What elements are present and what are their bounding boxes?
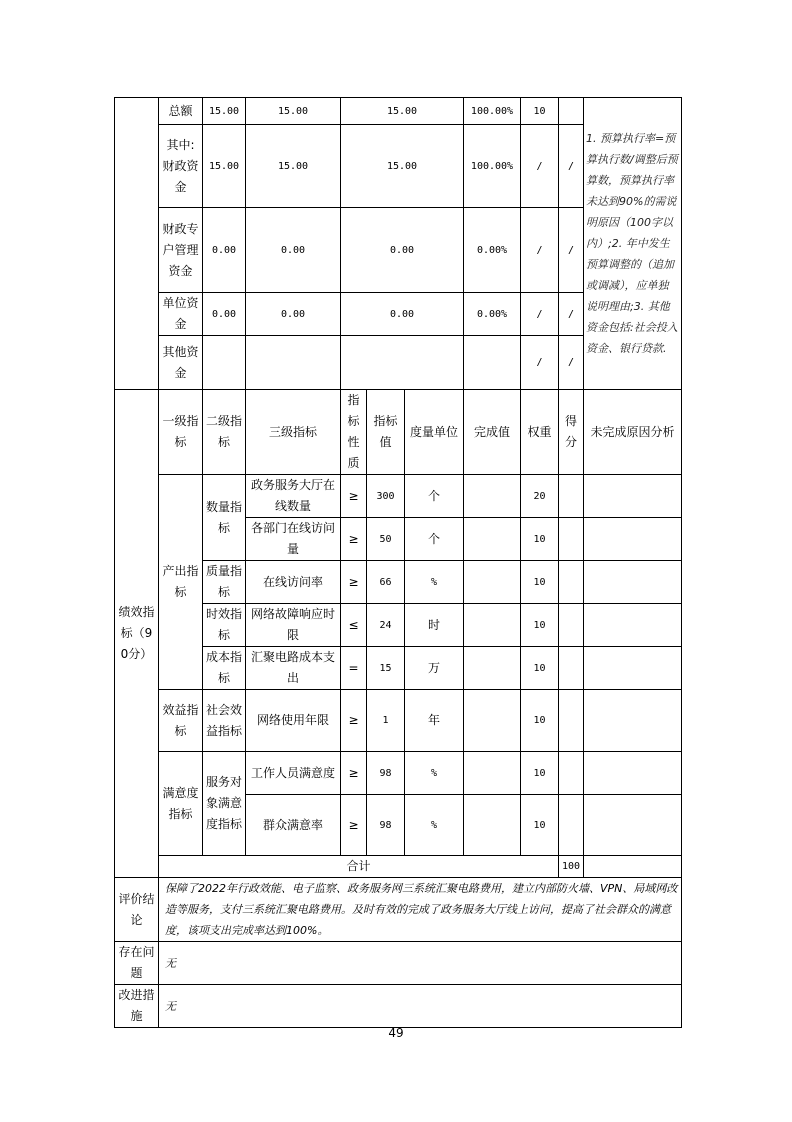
indicator-score [559,561,584,604]
cell: 100.00% [464,125,521,208]
indicator-value: 1 [367,690,405,752]
cell: 0.00% [464,208,521,293]
indicator-op: ≥ [341,752,367,795]
indicator-weight: 10 [521,647,559,690]
indicator-name: 政务服务大厅在线数量 [246,475,341,518]
budget-note: 1. 预算执行率=预算执行数/调整后预算数，预算执行率未达到90%的需说明原因（100字以内）;2. 年中发生预算调整的（追加或调减），应单独说明理由;3. 其他资金包括:社会投入资金、银行贷款. [584,98,682,390]
indicator-value: 24 [367,604,405,647]
level1-label: 产出指标 [159,475,203,690]
section-label: 绩效指标（90分） [115,390,159,878]
level2-label: 社会效益指标 [203,690,246,752]
row-label: 其他资金 [159,336,203,390]
indicator-score [559,475,584,518]
indicator-reason [584,475,682,518]
indicator-score [559,690,584,752]
level1-label: 效益指标 [159,690,203,752]
cell: 15.00 [203,98,246,125]
table-row [115,752,682,795]
cell: 0.00 [203,208,246,293]
total-label: 合计 [159,856,559,878]
indicator-name: 各部门在线访问量 [246,518,341,561]
indicator-weight: 10 [521,752,559,795]
indicator-score [559,647,584,690]
cell [341,336,464,390]
cell: / [521,336,559,390]
budget-row [115,98,682,125]
level2-label: 时效指标 [203,604,246,647]
indicator-done [464,690,521,752]
cell: / [521,125,559,208]
indicator-done [464,561,521,604]
indicator-op: ≥ [341,690,367,752]
indicator-done [464,604,521,647]
indicator-weight: 10 [521,795,559,856]
row-label: 财政专户管理资金 [159,208,203,293]
indicator-weight: 10 [521,561,559,604]
indicator-score [559,518,584,561]
indicator-op: ≥ [341,518,367,561]
indicator-unit: % [405,795,464,856]
perf-header-row [115,390,682,475]
cell: 10 [521,98,559,125]
cell: 0.00 [341,293,464,336]
column-header: 指标值 [367,390,405,475]
table-row [115,690,682,752]
indicator-reason [584,604,682,647]
measures-row [115,985,682,1028]
total-score [584,856,682,878]
indicator-value: 98 [367,795,405,856]
problems-text: 无 [159,942,682,985]
indicator-done [464,795,521,856]
column-header: 权重 [521,390,559,475]
indicator-unit: % [405,561,464,604]
cell: / [559,208,584,293]
level2-label: 数量指标 [203,475,246,561]
conclusion-text: 保障了2022年行政效能、电子监察、政务服务网三系统汇聚电路费用，建立内部防火墙、VPN、局域网改造等服务，支付三系统汇聚电路费用。及时有效的完成了政务服务大厅线上访问，提高了社会群众的满意度，该项支出完成率达到100%。 [159,878,682,942]
indicator-reason [584,690,682,752]
measures-text: 无 [159,985,682,1028]
cell: 15.00 [246,125,341,208]
performance-table [114,97,682,1028]
indicator-op: ≤ [341,604,367,647]
indicator-done [464,752,521,795]
column-header: 指标性质 [341,390,367,475]
indicator-weight: 10 [521,690,559,752]
measures-label: 改进措施 [115,985,159,1028]
total-row [115,856,682,878]
row-label: 总额 [159,98,203,125]
level1-label: 满意度指标 [159,752,203,856]
indicator-value: 300 [367,475,405,518]
indicator-op: = [341,647,367,690]
indicator-reason [584,518,682,561]
indicator-weight: 10 [521,604,559,647]
cell: 15.00 [341,98,464,125]
indicator-name: 群众满意率 [246,795,341,856]
cell [246,336,341,390]
indicator-done [464,647,521,690]
row-label: 单位资金 [159,293,203,336]
indicator-value: 50 [367,518,405,561]
indicator-score [559,795,584,856]
row-label: 其中:财政资金 [159,125,203,208]
level2-label: 质量指标 [203,561,246,604]
cell: 100.00% [464,98,521,125]
column-header: 二级指标 [203,390,246,475]
cell: 0.00 [246,293,341,336]
indicator-unit: 时 [405,604,464,647]
indicator-op: ≥ [341,561,367,604]
indicator-op: ≥ [341,475,367,518]
column-header: 完成值 [464,390,521,475]
indicator-unit: % [405,752,464,795]
indicator-value: 15 [367,647,405,690]
column-header: 未完成原因分析 [584,390,682,475]
indicator-reason [584,752,682,795]
column-header: 三级指标 [246,390,341,475]
cell [559,98,584,125]
indicator-name: 在线访问率 [246,561,341,604]
indicator-unit: 个 [405,475,464,518]
indicator-unit: 年 [405,690,464,752]
cell: 0.00% [464,293,521,336]
blank-cell [115,98,159,390]
indicator-name: 汇聚电路成本支出 [246,647,341,690]
cell [464,336,521,390]
indicator-reason [584,561,682,604]
cell: / [559,125,584,208]
indicator-name: 网络故障响应时限 [246,604,341,647]
column-header: 得分 [559,390,584,475]
indicator-unit: 个 [405,518,464,561]
indicator-done [464,518,521,561]
cell: / [521,208,559,293]
cell: 0.00 [341,208,464,293]
cell: / [521,293,559,336]
indicator-value: 66 [367,561,405,604]
indicator-score [559,752,584,795]
indicator-weight: 10 [521,518,559,561]
indicator-done [464,475,521,518]
page-number: 49 [388,1026,404,1040]
conclusion-label: 评价结论 [115,878,159,942]
level2-label: 成本指标 [203,647,246,690]
indicator-weight: 20 [521,475,559,518]
cell: / [559,336,584,390]
level2-label: 服务对象满意度指标 [203,752,246,856]
indicator-name: 网络使用年限 [246,690,341,752]
indicator-op: ≥ [341,795,367,856]
problems-label: 存在问题 [115,942,159,985]
conclusion-row [115,878,682,942]
total-weight: 100 [559,856,584,878]
cell: 0.00 [203,293,246,336]
cell: 15.00 [246,98,341,125]
indicator-score [559,604,584,647]
indicator-reason [584,647,682,690]
table-row [115,475,682,518]
cell: / [559,293,584,336]
problems-row [115,942,682,985]
indicator-value: 98 [367,752,405,795]
indicator-unit: 万 [405,647,464,690]
cell: 15.00 [341,125,464,208]
cell: 0.00 [246,208,341,293]
indicator-name: 工作人员满意度 [246,752,341,795]
cell: 15.00 [203,125,246,208]
cell [203,336,246,390]
column-header: 度量单位 [405,390,464,475]
indicator-reason [584,795,682,856]
column-header: 一级指标 [159,390,203,475]
